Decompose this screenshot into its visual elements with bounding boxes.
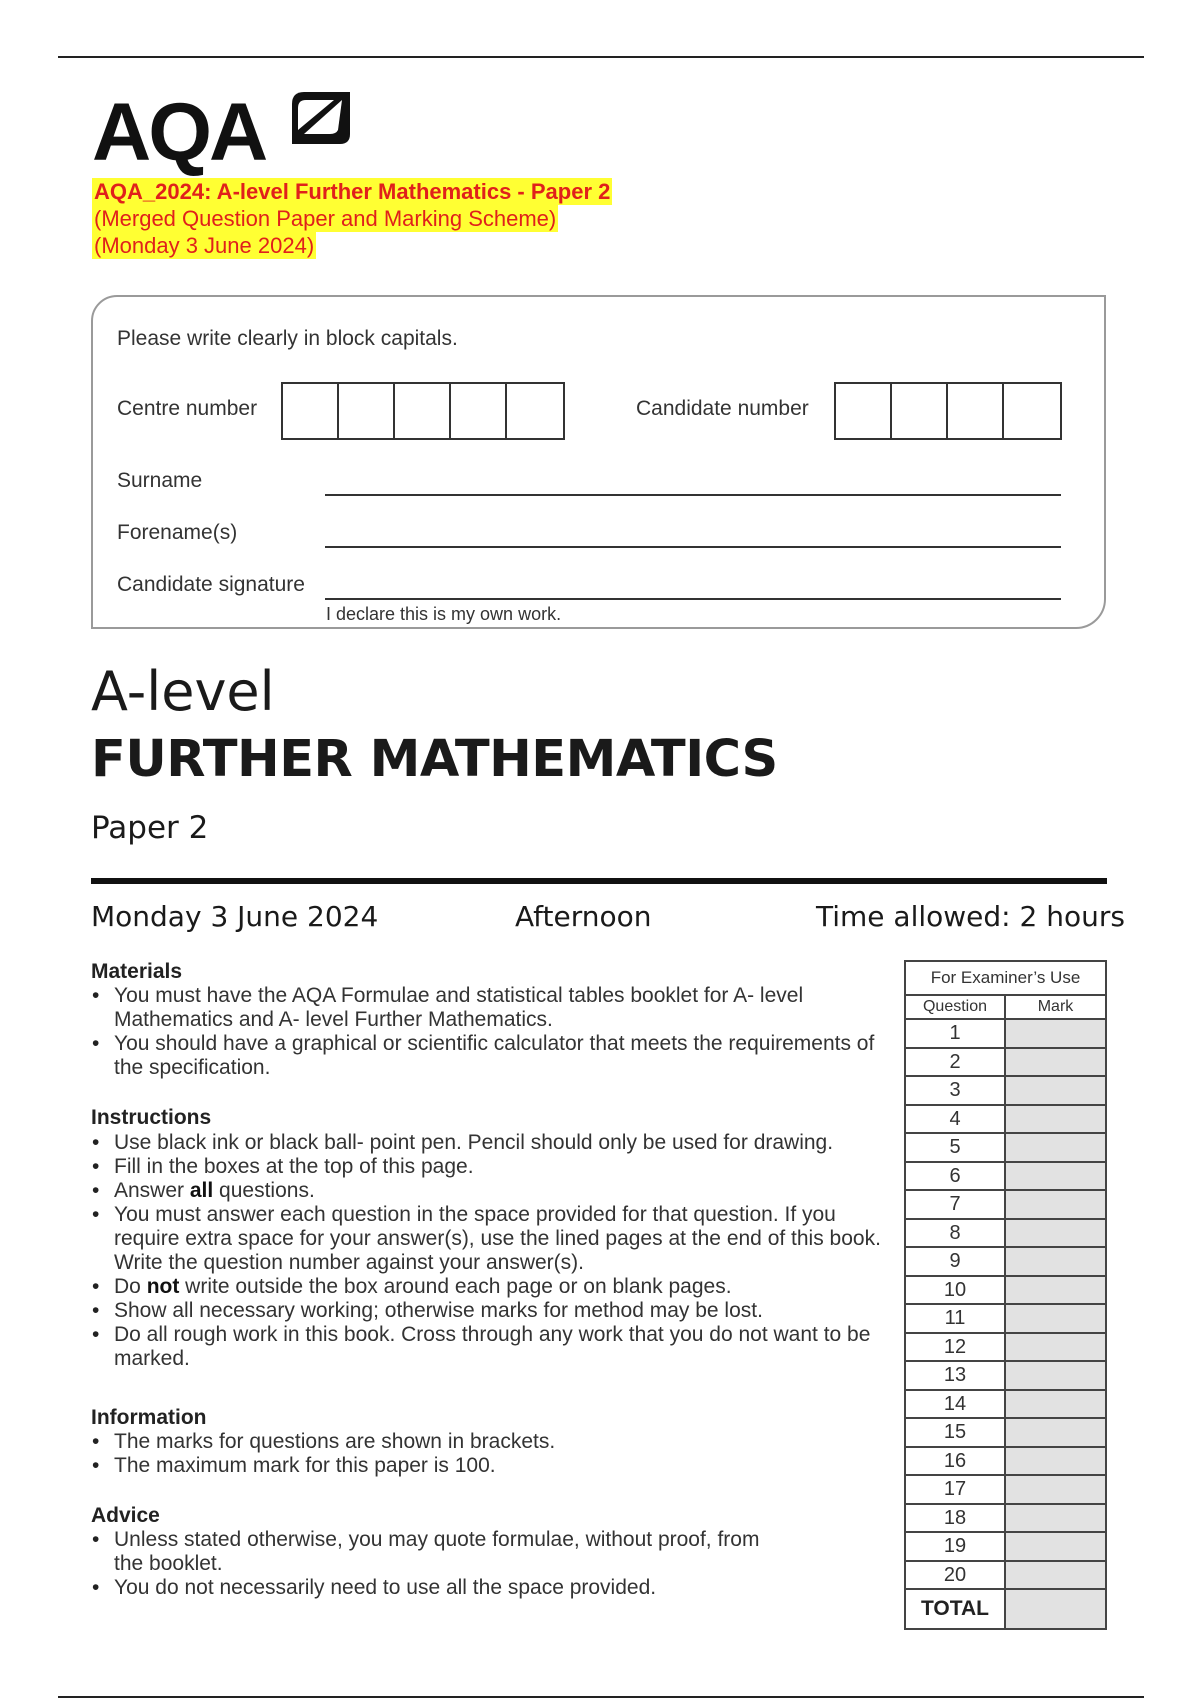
question-number-cell: 20 bbox=[905, 1561, 1005, 1590]
mark-cell bbox=[1005, 1504, 1106, 1533]
candidate-details-box bbox=[91, 295, 1106, 629]
mark-cell bbox=[1005, 1076, 1106, 1105]
question-number-cell: 19 bbox=[905, 1532, 1005, 1561]
mark-cell bbox=[1005, 1532, 1106, 1561]
question-number-cell: 17 bbox=[905, 1475, 1005, 1504]
qualification-level: A-level bbox=[91, 660, 275, 723]
centre-number-digit[interactable] bbox=[395, 384, 451, 438]
advice-list bbox=[91, 1528, 771, 1600]
highlight-title-line: AQA_2024: A-level Further Mathematics - Paper 2 bbox=[94, 179, 611, 204]
centre-number-digit[interactable] bbox=[339, 384, 395, 438]
mark-cell bbox=[1005, 1162, 1106, 1191]
exam-date: Monday 3 June 2024 bbox=[91, 900, 379, 933]
information-list bbox=[91, 1430, 881, 1478]
forenames-label: Forename(s) bbox=[117, 521, 238, 544]
signature-field[interactable] bbox=[325, 598, 1061, 600]
mark-cell bbox=[1005, 1418, 1106, 1447]
list-item: • You should have a graphical or scientific calculator that meets the requirements of the specification. bbox=[91, 1032, 881, 1080]
signature-label: Candidate signature bbox=[117, 573, 305, 596]
surname-field[interactable] bbox=[325, 494, 1061, 496]
table-row bbox=[905, 1048, 1106, 1077]
candidate-number-digit[interactable] bbox=[892, 384, 948, 438]
list-item: • Answer all questions. bbox=[91, 1179, 881, 1203]
total-label: TOTAL bbox=[905, 1589, 1005, 1629]
table-row bbox=[905, 1105, 1106, 1134]
question-number-cell: 10 bbox=[905, 1276, 1005, 1305]
question-number-cell: 8 bbox=[905, 1219, 1005, 1248]
mark-cell bbox=[1005, 1475, 1106, 1504]
table-row bbox=[905, 1447, 1106, 1476]
table-row bbox=[905, 1504, 1106, 1533]
question-number-cell: 5 bbox=[905, 1133, 1005, 1162]
question-number-cell: 18 bbox=[905, 1504, 1005, 1533]
examiner-use-table bbox=[904, 960, 1107, 1630]
table-row bbox=[905, 1390, 1106, 1419]
centre-number-boxes[interactable] bbox=[281, 382, 565, 440]
mark-cell bbox=[1005, 1333, 1106, 1362]
block-capitals-instruction: Please write clearly in block capitals. bbox=[117, 327, 458, 350]
table-row bbox=[905, 1361, 1106, 1390]
centre-number-digit[interactable] bbox=[507, 384, 563, 438]
mark-cell bbox=[1005, 1561, 1106, 1590]
title-divider bbox=[91, 878, 1107, 884]
question-number-cell: 3 bbox=[905, 1076, 1005, 1105]
mark-cell bbox=[1005, 1304, 1106, 1333]
list-item: • Use black ink or black ball- point pen. Pencil should only be used for drawing. bbox=[91, 1131, 881, 1155]
paper-number: Paper 2 bbox=[91, 810, 209, 846]
table-row bbox=[905, 1475, 1106, 1504]
mark-column-header: Mark bbox=[1005, 995, 1106, 1019]
question-number-cell: 2 bbox=[905, 1048, 1005, 1077]
table-row bbox=[905, 1561, 1106, 1590]
exam-session: Afternoon bbox=[515, 900, 652, 933]
list-item: • The marks for questions are shown in brackets. bbox=[91, 1430, 881, 1454]
mark-cell bbox=[1005, 1219, 1106, 1248]
top-rule bbox=[58, 56, 1144, 58]
candidate-number-boxes[interactable] bbox=[834, 382, 1062, 440]
mark-cell bbox=[1005, 1190, 1106, 1219]
examiner-table-title: For Examiner’s Use bbox=[905, 961, 1106, 995]
highlight-subtitle-line: (Merged Question Paper and Marking Scheme) bbox=[94, 206, 557, 231]
centre-number-digit[interactable] bbox=[283, 384, 339, 438]
question-number-cell: 13 bbox=[905, 1361, 1005, 1390]
question-column-header: Question bbox=[905, 995, 1005, 1019]
forenames-field[interactable] bbox=[325, 546, 1061, 548]
examiner-table-body bbox=[905, 1019, 1106, 1589]
table-row bbox=[905, 1076, 1106, 1105]
advice-heading: Advice bbox=[91, 1504, 160, 1527]
title-highlight-block bbox=[92, 178, 612, 259]
bottom-rule bbox=[58, 1696, 1144, 1698]
table-row bbox=[905, 1418, 1106, 1447]
table-row bbox=[905, 1219, 1106, 1248]
question-number-cell: 12 bbox=[905, 1333, 1005, 1362]
table-row bbox=[905, 1276, 1106, 1305]
highlight-date-line: (Monday 3 June 2024) bbox=[94, 233, 315, 258]
logo-text: AQA bbox=[92, 87, 266, 178]
materials-list bbox=[91, 984, 881, 1080]
candidate-number-label: Candidate number bbox=[636, 397, 809, 420]
instructions-list bbox=[91, 1131, 881, 1371]
mark-cell bbox=[1005, 1247, 1106, 1276]
materials-heading: Materials bbox=[91, 960, 183, 983]
mark-cell bbox=[1005, 1019, 1106, 1048]
mark-cell bbox=[1005, 1048, 1106, 1077]
declaration-text: I declare this is my own work. bbox=[326, 604, 562, 624]
surname-label: Surname bbox=[117, 469, 203, 492]
mark-cell bbox=[1005, 1447, 1106, 1476]
question-number-cell: 7 bbox=[905, 1190, 1005, 1219]
table-row bbox=[905, 1190, 1106, 1219]
candidate-number-digit[interactable] bbox=[1004, 384, 1060, 438]
mark-cell bbox=[1005, 1276, 1106, 1305]
logo-mark-icon bbox=[290, 90, 352, 146]
mark-cell bbox=[1005, 1133, 1106, 1162]
question-number-cell: 14 bbox=[905, 1390, 1005, 1419]
table-row bbox=[905, 1333, 1106, 1362]
table-row bbox=[905, 1304, 1106, 1333]
list-item: • Unless stated otherwise, you may quote formulae, without proof, from the booklet. bbox=[91, 1528, 771, 1576]
mark-cell bbox=[1005, 1361, 1106, 1390]
question-number-cell: 6 bbox=[905, 1162, 1005, 1191]
centre-number-label: Centre number bbox=[117, 397, 258, 420]
table-row bbox=[905, 1162, 1106, 1191]
question-number-cell: 4 bbox=[905, 1105, 1005, 1134]
list-item: • You do not necessarily need to use all the space provided. bbox=[91, 1576, 771, 1600]
mark-cell bbox=[1005, 1105, 1106, 1134]
subject-title: FURTHER MATHEMATICS bbox=[91, 730, 778, 789]
table-row bbox=[905, 1247, 1106, 1276]
list-item: • Do not write outside the box around each page or on blank pages. bbox=[91, 1275, 881, 1299]
list-item: • You must answer each question in the space provided for that question. If you require extra space for your answer(s), use the lined pages at the end of this book. Write the question number against your answer(s). bbox=[91, 1203, 881, 1275]
candidate-number-digit[interactable] bbox=[948, 384, 1004, 438]
total-mark-cell bbox=[1005, 1589, 1106, 1629]
list-item: • Fill in the boxes at the top of this page. bbox=[91, 1155, 881, 1179]
instructions-heading: Instructions bbox=[91, 1106, 212, 1129]
information-heading: Information bbox=[91, 1406, 207, 1429]
time-allowed: Time allowed: 2 hours bbox=[816, 900, 1125, 933]
question-number-cell: 1 bbox=[905, 1019, 1005, 1048]
question-number-cell: 16 bbox=[905, 1447, 1005, 1476]
table-row bbox=[905, 1532, 1106, 1561]
aqa-logo bbox=[92, 88, 352, 178]
list-item: • Do all rough work in this book. Cross through any work that you do not want to be marked. bbox=[91, 1323, 881, 1371]
candidate-number-digit[interactable] bbox=[836, 384, 892, 438]
list-item: • Show all necessary working; otherwise marks for method may be lost. bbox=[91, 1299, 881, 1323]
list-item: • You must have the AQA Formulae and statistical tables booklet for A- level Mathematics and A- level Further Mathematics. bbox=[91, 984, 881, 1032]
list-item: • The maximum mark for this paper is 100. bbox=[91, 1454, 881, 1478]
centre-number-digit[interactable] bbox=[451, 384, 507, 438]
mark-cell bbox=[1005, 1390, 1106, 1419]
question-number-cell: 9 bbox=[905, 1247, 1005, 1276]
question-number-cell: 15 bbox=[905, 1418, 1005, 1447]
table-row bbox=[905, 1133, 1106, 1162]
question-number-cell: 11 bbox=[905, 1304, 1005, 1333]
table-row bbox=[905, 1019, 1106, 1048]
